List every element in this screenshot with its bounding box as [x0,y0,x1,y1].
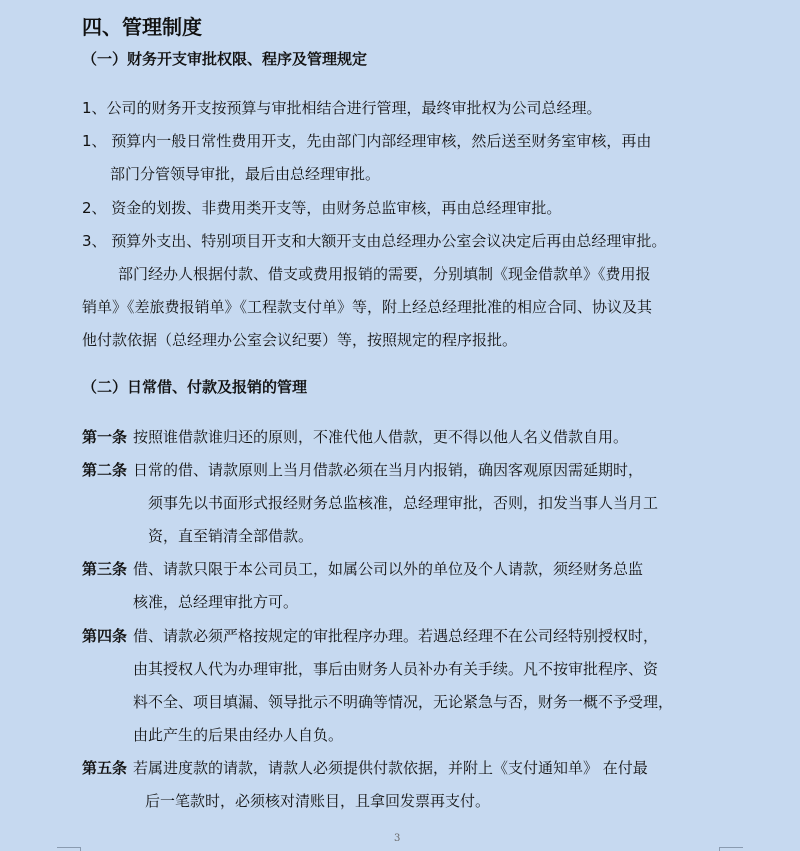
article-label: 第三条 [82,560,128,578]
page-corner-mark-right [719,847,743,848]
article-text: 资，直至销清全部借款。 [148,527,314,545]
article-1 [82,427,628,447]
article-5 [82,758,648,778]
paragraph-line: 1、公司的财务开支按预算与审批相结合进行管理，最终审批权为公司总经理。 [82,99,602,117]
article-text: 借、请款只限于本公司员工，如属公司以外的单位及个人请款，须经财务总监 [133,560,644,578]
article-label: 第五条 [82,759,128,777]
page-corner-mark-left [57,847,81,848]
paragraph-line: 2、 资金的划拨、非费用类开支等，由财务总监审核，再由总经理审批。 [82,199,562,217]
article-text: 按照谁借款谁归还的原则，不准代他人借款，更不得以他人名义借款自用。 [133,428,629,446]
article-text: 料不全、项目填漏、领导批示不明确等情况，无论紧急与否，财务一概不予受理， [133,693,674,711]
article-text: 后一笔款时，必须核对清账目，且拿回发票再支付。 [145,792,491,810]
paragraph-line: 销单》《差旅费报销单》《工程款支付单》等，附上经总经理批准的相应合同、协议及其 [82,298,653,316]
paragraph-line: 1、 预算内一般日常性费用开支，先由部门内部经理审核，然后送至财务室审核，再由 [82,132,652,150]
article-text: 日常的借、请款原则上当月借款必须在当月内报销，确因客观原因需延期时， [133,461,644,479]
paragraph-line: 他付款依据（总经理办公室会议纪要）等，按照规定的程序报批。 [82,331,518,349]
article-2 [82,460,643,480]
article-label: 第四条 [82,627,128,645]
paragraph-line: 3、 预算外支出、特别项目开支和大额开支由总经理办公室会议决定后再由总经理审批。 [82,232,667,250]
article-text: 借、请款必须严格按规定的审批程序办理。若遇总经理不在公司经特别授权时， [133,627,659,645]
subsection-title-2: （二）日常借、付款及报销的管理 [82,378,308,396]
article-label: 第二条 [82,461,128,479]
page-number: 3 [394,833,401,844]
article-label: 第一条 [82,428,128,446]
paragraph-line: 部门经办人根据付款、借支或费用报销的需要，分别填制《现金借款单》《费用报 [118,265,651,283]
article-4 [82,626,658,646]
article-text: 核准，总经理审批方可。 [133,593,299,611]
paragraph-line: 部门分管领导审批，最后由总经理审批。 [110,165,381,183]
subsection-title-1: （一）财务开支审批权限、程序及管理规定 [82,50,368,68]
article-text: 须事先以书面形式报经财务总监核准，总经理审批，否则，扣发当事人当月工 [148,494,659,512]
article-text: 若属进度款的请款，请款人必须提供付款依据，并附上《支付通知单》 在付最 [133,759,648,777]
section-title: 四、管理制度 [82,15,202,39]
article-3 [82,559,643,579]
article-text: 由此产生的后果由经办人自负。 [133,726,344,744]
article-text: 由其授权人代为办理审批，事后由财务人员补办有关手续。凡不按审批程序、资 [133,660,659,678]
